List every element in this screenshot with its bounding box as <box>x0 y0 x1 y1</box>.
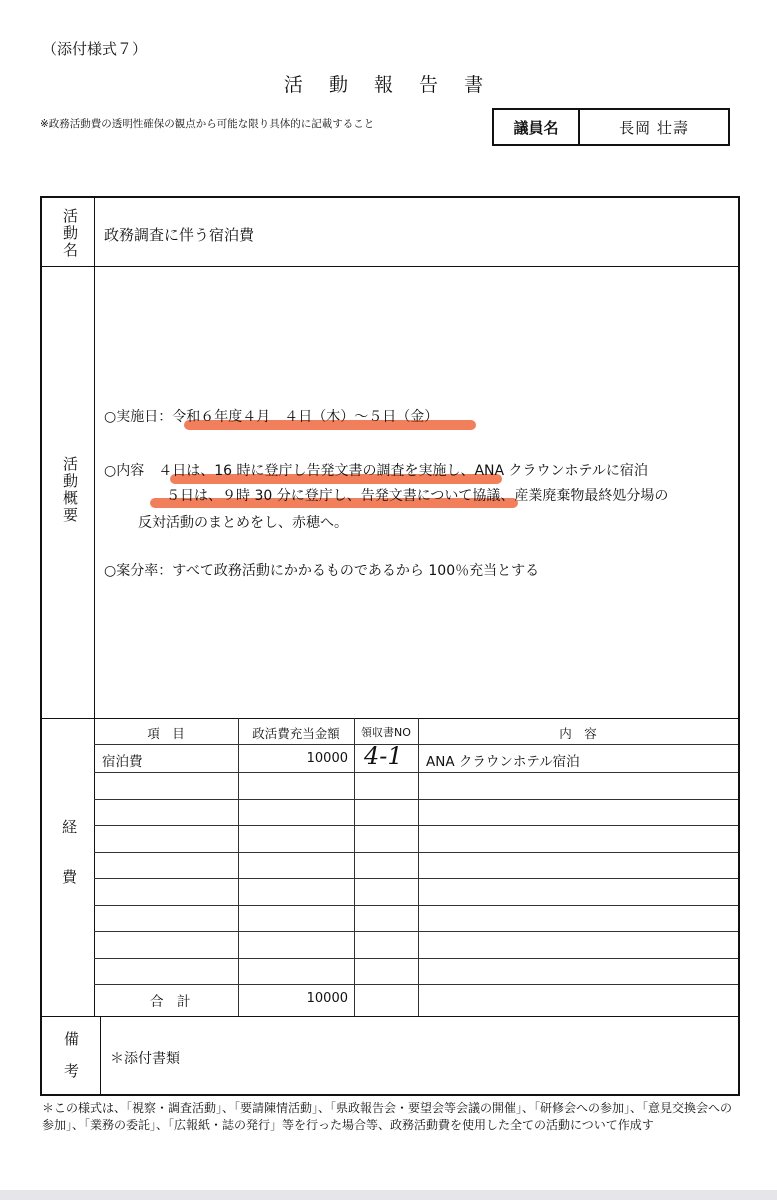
form-number-label: （添付様式７） <box>42 40 148 58</box>
ratio-line: ○案分率：すべて政務活動にかかるものであるから 100％充当とする <box>104 563 540 579</box>
activity-name-label: 活動名 <box>61 208 79 259</box>
col-header-receipt: 領収書NO <box>361 726 411 739</box>
row-receipt-handwritten: 4-1 <box>364 742 403 770</box>
member-name: 長岡 壮壽 <box>619 118 689 137</box>
col-header-detail: 内 容 <box>559 726 597 741</box>
footnote: ＊この様式は、「視察・調査活動」、「要請陳情活動」、「県政報告会・要望会等会議の開催」、「研修会への参加」、「意見交換会への参加」、「業務の委託」、「広報紙・誌の発行」等を行った場合等、政務活動費を使用した全ての活動について作成す <box>42 1101 733 1132</box>
transparency-notice: ※政務活動費の透明性確保の観点から可能な限り具体的に記載すること <box>40 118 375 130</box>
content-line-2: ５日は、９時 30 分に登庁し、告発文書について協議、産業廃棄物最終処分場の <box>166 488 669 504</box>
activity-summary-label: 活動概要 <box>61 456 79 524</box>
total-label: 合 計 <box>150 994 191 1010</box>
date-line: ○実施日：令和６年度４月 ４日（木）～５日（金） <box>104 409 439 425</box>
member-name-box <box>492 108 730 146</box>
col-header-amount: 政活費充当金額 <box>252 726 340 741</box>
expense-label-bottom: 費 <box>62 868 78 886</box>
activity-name-value: 政務調査に伴う宿泊費 <box>104 226 255 244</box>
member-label: 議員名 <box>494 110 580 144</box>
remarks-label-top: 備 <box>64 1030 80 1048</box>
row-item: 宿泊費 <box>102 754 143 770</box>
col-header-item: 項 目 <box>147 726 185 741</box>
expense-label-top: 経 <box>62 818 78 836</box>
content-line-3: 反対活動のまとめをし、赤穂へ。 <box>138 515 348 531</box>
content-line-1: ○内容 ４日は、16 時に登庁し告発文書の調査を実施し、ANA クラウンホテルに宿泊 <box>104 463 648 479</box>
remarks-label-bottom: 考 <box>64 1062 80 1080</box>
scroll-edge <box>0 1190 777 1200</box>
row-amount: 10000 <box>306 751 348 766</box>
remarks-value: ＊添付書類 <box>110 1051 180 1067</box>
row-detail: ANA クラウンホテル宿泊 <box>426 754 580 770</box>
document-title: 活 動 報 告 書 <box>283 74 494 96</box>
total-amount: 10000 <box>306 991 348 1006</box>
report-table <box>40 196 740 1096</box>
